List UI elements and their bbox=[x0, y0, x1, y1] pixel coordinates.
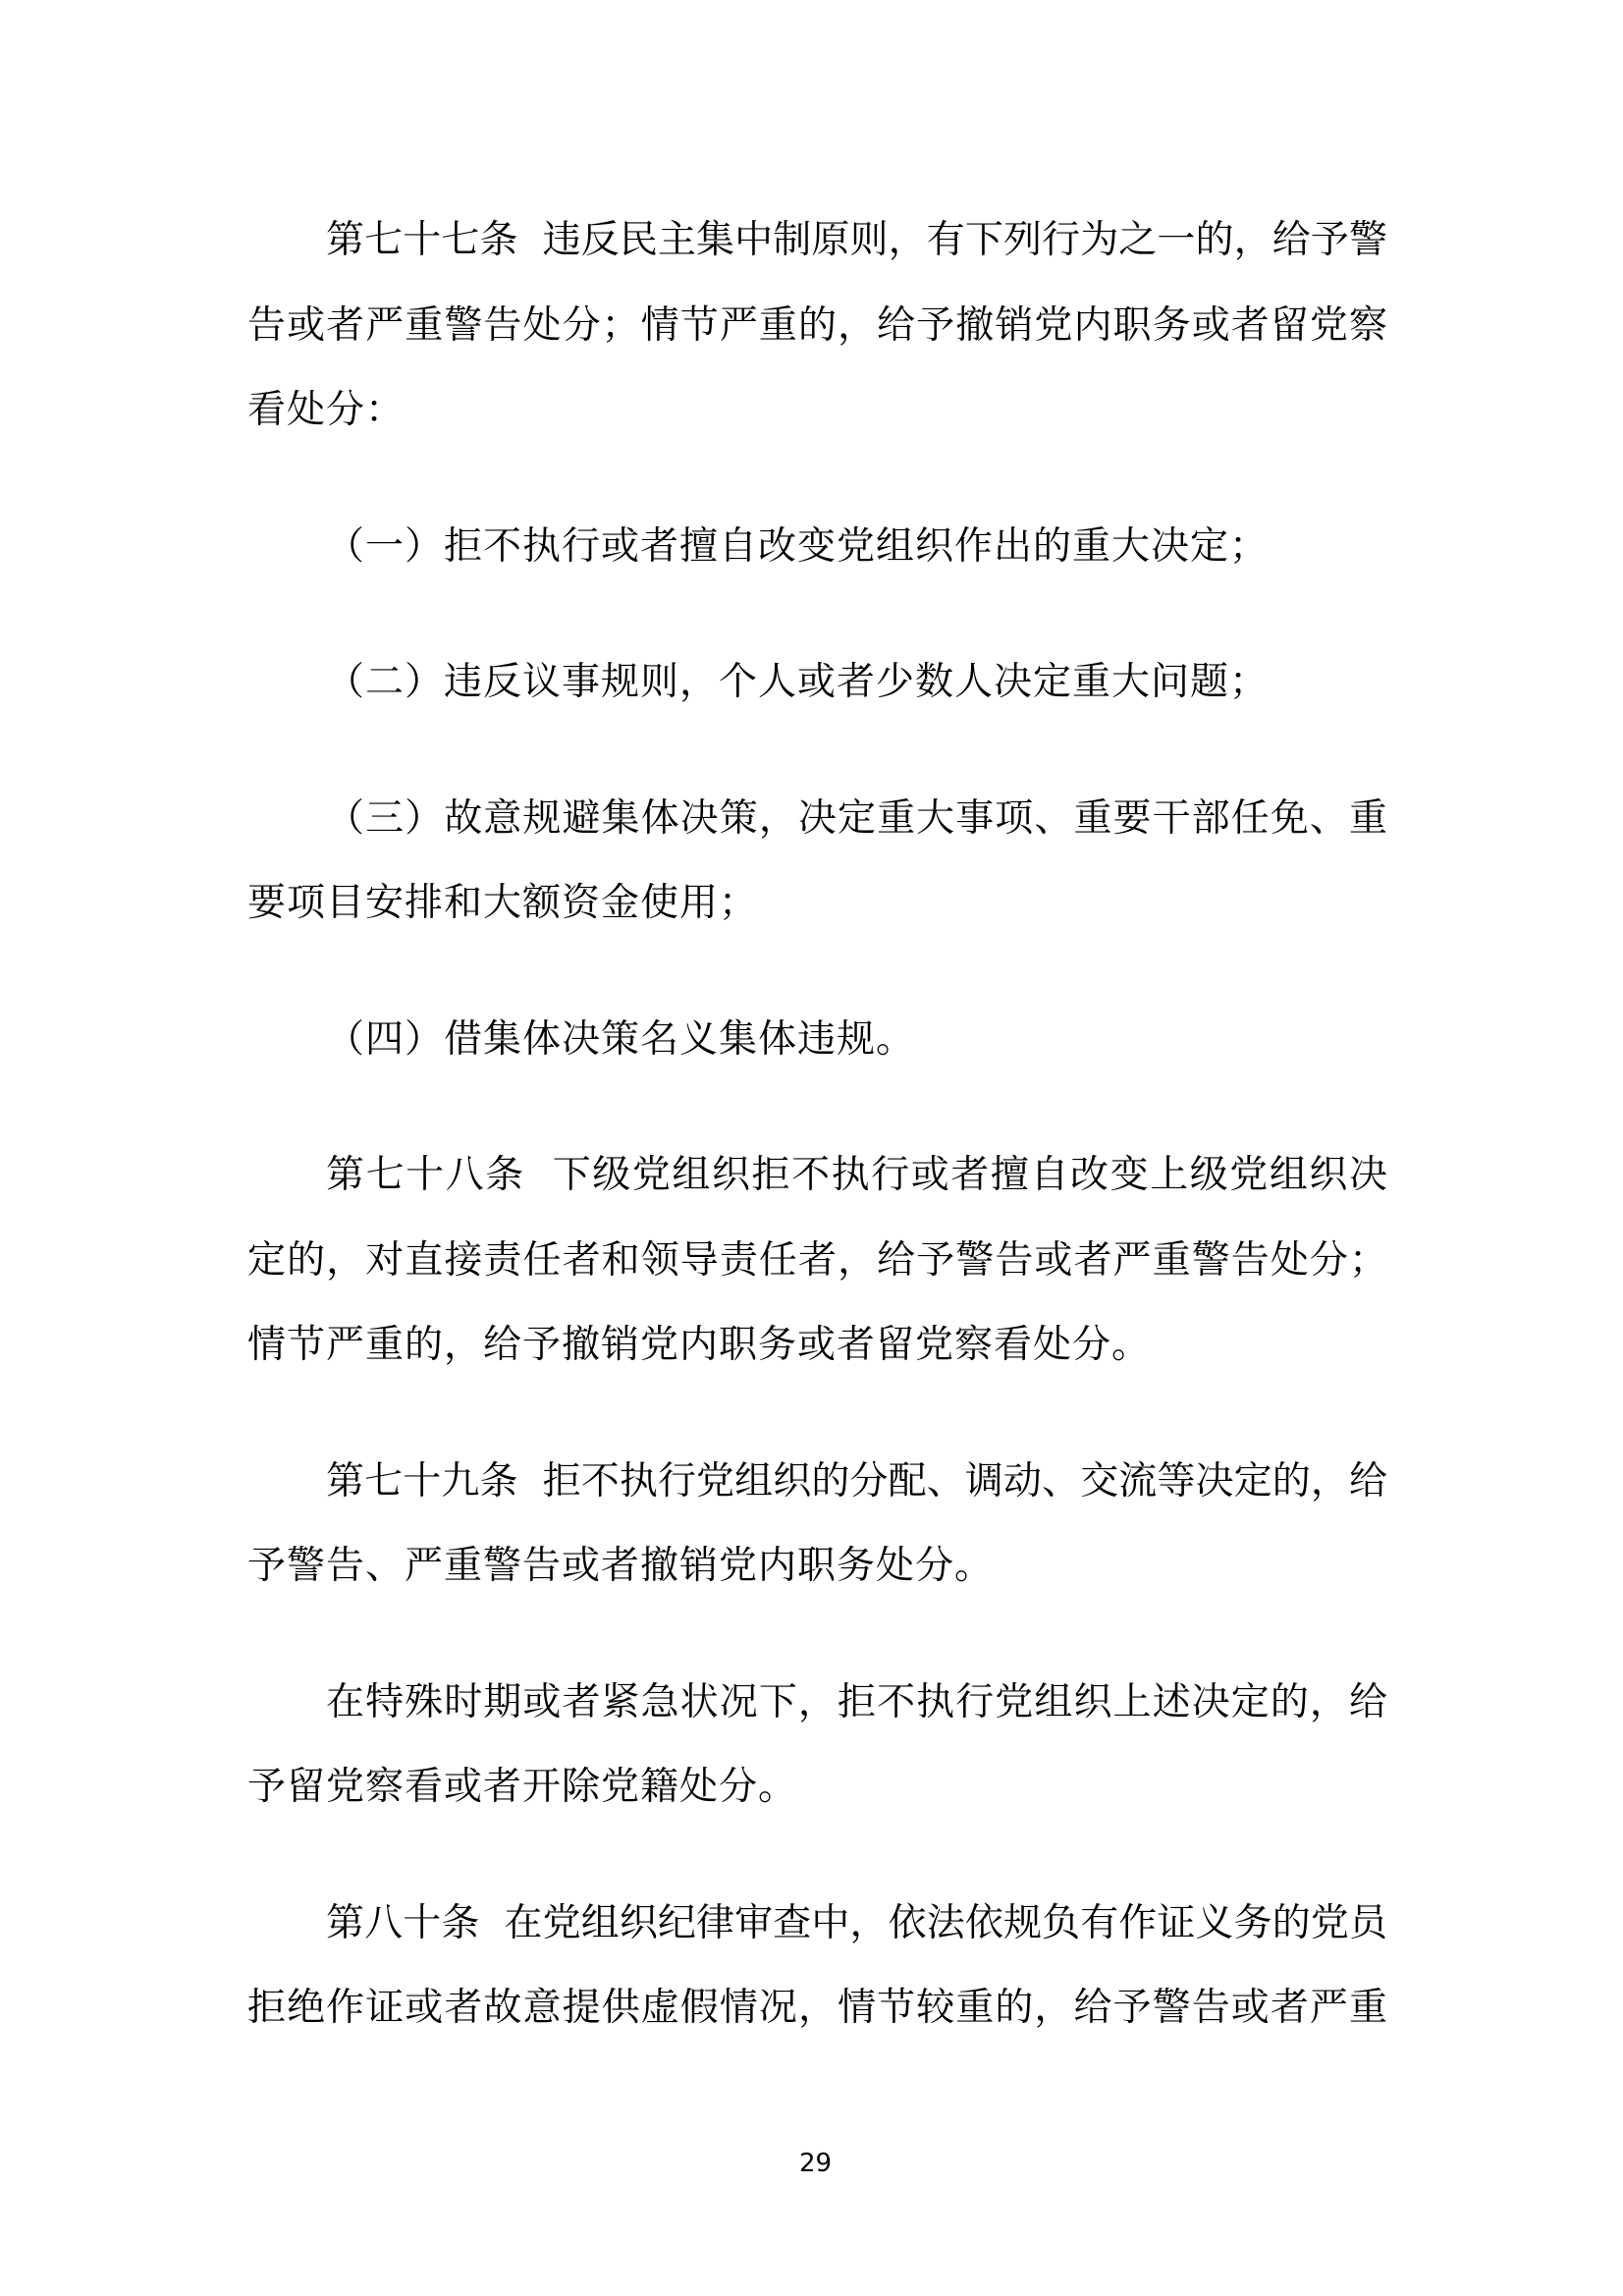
article-77-item-1 bbox=[247, 505, 1387, 590]
article-77-item-4 bbox=[247, 998, 1387, 1083]
text-line: 情节严重的，给予撤销党内职务或者留党察看处分。 bbox=[247, 1323, 1152, 1367]
text-line: 拒绝作证或者故意提供虚假情况，情节较重的，给予警告或者严重 bbox=[247, 1986, 1389, 2030]
page-number: 29 bbox=[798, 2149, 833, 2178]
text-line: 第七十七条 违反民主集中制原则，有下列行为之一的，给予警 bbox=[326, 218, 1388, 262]
article-78 bbox=[247, 1133, 1387, 1389]
article-77-item-2 bbox=[247, 640, 1387, 726]
text-line: 第八十条 在党组织纪律审查中，依法依规负有作证义务的党员 bbox=[326, 1900, 1388, 1945]
text-line: （三）故意规避集体决策，决定重大事项、重要干部任免、重 bbox=[326, 795, 1389, 841]
text-line: 在特殊时期或者紧急状况下，拒不执行党组织上述决定的，给 bbox=[326, 1679, 1389, 1724]
text-line: （二）违反议事规则，个人或者少数人决定重大问题； bbox=[326, 660, 1270, 704]
text-line: 予警告、严重警告或者撤销党内职务处分。 bbox=[247, 1544, 995, 1588]
article-80 bbox=[247, 1882, 1387, 2051]
text-line: （四）借集体决策名义集体违规。 bbox=[326, 1016, 916, 1062]
text-line: 第七十八条 下级党组织拒不执行或者擅自改变上级党组织决 bbox=[326, 1153, 1389, 1197]
article-77 bbox=[247, 198, 1387, 454]
text-line: 予留党察看或者开除党籍处分。 bbox=[247, 1765, 798, 1809]
text-line: 定的，对直接责任者和领导责任者，给予警告或者严重警告处分； bbox=[247, 1237, 1389, 1283]
article-79-clause-2 bbox=[247, 1661, 1387, 1831]
document-body bbox=[247, 198, 1387, 2051]
text-line: （一）拒不执行或者擅自改变党组织作出的重大决定； bbox=[326, 523, 1270, 569]
text-line: 看处分： bbox=[247, 388, 406, 432]
text-line: 要项目安排和大额资金使用； bbox=[247, 881, 759, 925]
article-77-item-3 bbox=[247, 777, 1387, 947]
text-line: 第七十九条 拒不执行党组织的分配、调动、交流等决定的，给 bbox=[326, 1458, 1388, 1503]
article-79 bbox=[247, 1440, 1387, 1610]
text-line: 告或者严重警告处分；情节严重的，给予撤销党内职务或者留党察 bbox=[247, 302, 1389, 348]
